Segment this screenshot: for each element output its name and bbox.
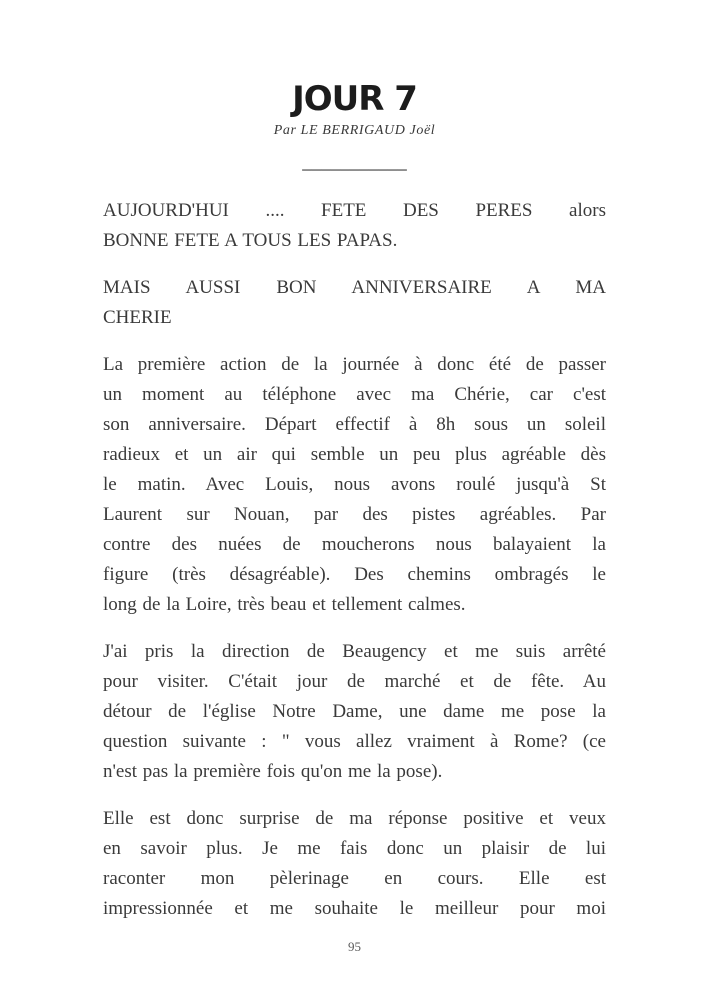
text-line: un moment au téléphone avec ma Chérie, car c'est [103,384,606,405]
page-footer [0,938,709,956]
text-line: Elle est donc surprise de ma réponse positive et veux [103,808,606,829]
text-line: BONNE FETE A TOUS LES PAPAS. [103,230,398,251]
text-line: question suivante : " vous allez vraiment à Rome? (ce [103,731,606,752]
section-divider: ___________ [302,152,407,173]
text-line: figure (très désagréable). Des chemins ombragés le [103,564,606,585]
text-line: son anniversaire. Départ effectif à 8h sous un soleil [103,414,606,435]
page-number: 95 [348,939,361,954]
text-line: raconter mon pèlerinage en cours. Elle est [103,868,606,889]
text-line: n'est pas la première fois qu'on me la pose). [103,761,443,782]
byline: Par LE BERRIGAUD Joël [273,123,436,138]
text-line: radieux et un air qui semble un peu plus agréable dès [103,444,606,465]
text-line: contre des nuées de moucherons nous balayaient la [103,534,606,555]
document-header [0,0,709,172]
text-line: Laurent sur Nouan, par des pistes agréables. Par [103,504,606,525]
text-line: MAIS AUSSI BON ANNIVERSAIRE A MA [103,277,606,298]
text-line: long de la Loire, très beau et tellement calmes. [103,594,466,615]
document-body [103,196,606,924]
text-line: en savoir plus. Je me fais donc un plaisir de lui [103,838,606,859]
text-line: pour visiter. C'était jour de marché et de fête. Au [103,671,606,692]
paragraph [103,350,606,620]
text-line: détour de l'église Notre Dame, une dame me pose la [103,701,606,722]
page-title: JOUR 7 [292,79,417,119]
text-line: CHERIE [103,307,172,328]
text-line: impressionnée et me souhaite le meilleur pour moi [103,898,606,919]
text-line: La première action de la journée à donc été de passer [103,354,606,375]
paragraph [103,196,606,256]
text-line: J'ai pris la direction de Beaugency et me suis arrêté [103,641,606,662]
paragraph [103,273,606,333]
text-line: le matin. Avec Louis, nous avons roulé jusqu'à St [103,474,606,495]
text-line: AUJOURD'HUI .... FETE DES PERES alors [103,200,606,221]
paragraph [103,637,606,787]
paragraph [103,804,606,924]
